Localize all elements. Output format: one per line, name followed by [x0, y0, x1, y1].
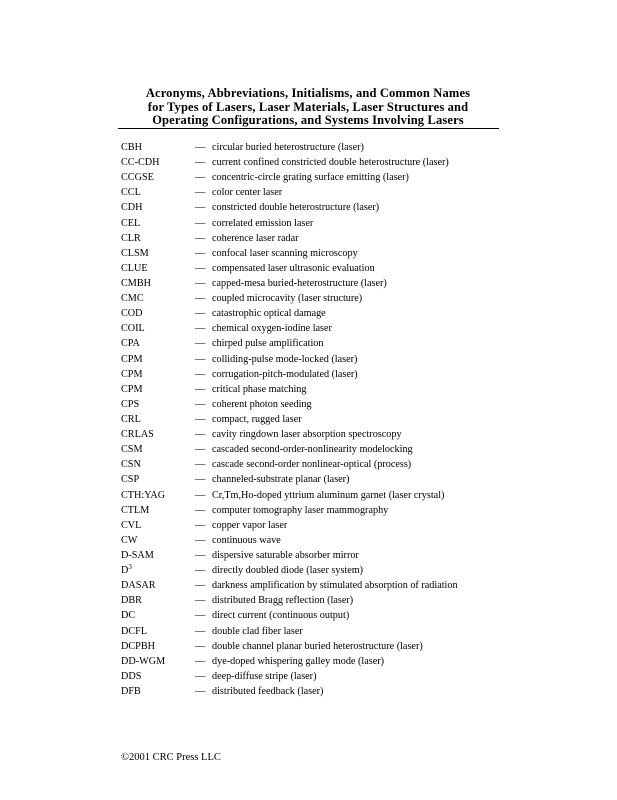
- em-dash-separator: —: [195, 338, 206, 350]
- definition: direct current (continuous output): [212, 610, 350, 622]
- list-item: [121, 563, 501, 578]
- acronym: [121, 200, 143, 215]
- acronym-text: CPM: [121, 353, 143, 365]
- em-dash-separator: —: [195, 323, 206, 335]
- list-item: [121, 533, 501, 548]
- definition: chirped pulse amplification: [212, 338, 324, 350]
- em-dash-separator: —: [195, 187, 206, 199]
- acronym: [121, 185, 141, 200]
- acronym-text: COIL: [121, 323, 145, 335]
- list-item: [121, 397, 501, 412]
- copyright-footer: ©2001 CRC Press LLC: [121, 752, 221, 763]
- list-item: [121, 593, 501, 608]
- title-underline-rule: [118, 128, 499, 129]
- definition: colliding-pulse mode-locked (laser): [212, 353, 358, 365]
- em-dash-separator: —: [195, 474, 206, 486]
- definition: capped-mesa buried-heterostructure (laser): [212, 277, 387, 289]
- acronym-text: CCL: [121, 187, 141, 199]
- list-item: [121, 231, 501, 246]
- definition: double channel planar buried heterostructure (laser): [212, 640, 423, 652]
- acronym: [121, 246, 149, 261]
- acronym: [121, 533, 137, 548]
- em-dash-separator: —: [195, 202, 206, 214]
- acronym-text: CLSM: [121, 247, 149, 259]
- acronym-text: D-SAM: [121, 549, 154, 561]
- definition: circular buried heterostructure (laser): [212, 142, 364, 153]
- em-dash-separator: —: [195, 655, 206, 667]
- list-item: [121, 382, 501, 397]
- acronym: [121, 291, 144, 306]
- definition: copper vapor laser: [212, 519, 288, 531]
- definition: Cr,Tm,Ho-doped yttrium aluminum garnet (laser crystal): [212, 489, 445, 501]
- list-item: [121, 488, 501, 503]
- definition: double clad fiber laser: [212, 625, 303, 637]
- list-item: [121, 684, 501, 699]
- title-line-1: Acronyms, Abbreviations, Initialisms, and Common Names: [145, 86, 471, 100]
- em-dash-separator: —: [195, 565, 206, 577]
- acronym: [121, 669, 141, 684]
- acronym: [121, 382, 143, 397]
- acronym-text: CDH: [121, 202, 143, 214]
- list-item: [121, 578, 501, 593]
- list-item: [121, 216, 501, 231]
- acronym-text: CVL: [121, 519, 142, 531]
- definition: cavity ringdown laser absorption spectroscopy: [212, 429, 402, 441]
- list-item: [121, 608, 501, 623]
- definition: coherence laser radar: [212, 232, 299, 244]
- list-item: [121, 669, 501, 684]
- definition: catastrophic optical damage: [212, 308, 326, 320]
- definition: dispersive saturable absorber mirror: [212, 549, 359, 561]
- definition: coupled microcavity (laser structure): [212, 293, 363, 305]
- definition: channeled-substrate planar (laser): [212, 474, 350, 486]
- acronym-text: DCPBH: [121, 640, 155, 652]
- acronym-text: CRLAS: [121, 429, 154, 441]
- acronym-text: CTH:YAG: [121, 489, 166, 501]
- list-item: [121, 352, 501, 367]
- em-dash-separator: —: [195, 640, 206, 652]
- em-dash-separator: —: [195, 534, 206, 546]
- title-line-2: for Types of Lasers, Laser Materials, Laser Structures and: [147, 99, 469, 114]
- list-item: [121, 261, 501, 276]
- acronym: [121, 548, 154, 563]
- definition: distributed Bragg reflection (laser): [212, 595, 354, 607]
- acronym-text: CPA: [121, 338, 140, 350]
- acronym-text: CBH: [121, 142, 142, 153]
- list-item: [121, 442, 501, 457]
- list-item: [121, 624, 501, 639]
- acronym-text: DBR: [121, 595, 142, 607]
- list-item: [121, 367, 501, 382]
- em-dash-separator: —: [195, 610, 206, 622]
- em-dash-separator: —: [195, 413, 206, 425]
- acronym-text: CEL: [121, 217, 141, 229]
- definition: concentric-circle grating surface emitting (laser): [212, 172, 409, 184]
- list-item: [121, 336, 501, 351]
- acronym-text: CMC: [121, 293, 144, 305]
- em-dash-separator: —: [195, 670, 206, 682]
- em-dash-separator: —: [195, 519, 206, 531]
- em-dash-separator: —: [195, 625, 206, 637]
- acronym: [121, 367, 143, 382]
- em-dash-separator: —: [195, 247, 206, 259]
- list-item: [121, 427, 501, 442]
- definition: compensated laser ultrasonic evaluation: [212, 262, 375, 274]
- list-item: [121, 412, 501, 427]
- definition: compact, rugged laser: [212, 413, 302, 425]
- em-dash-separator: —: [195, 580, 206, 592]
- definition: coherent photon seeding: [212, 398, 312, 410]
- acronym: [121, 624, 147, 639]
- acronym: [121, 397, 139, 412]
- list-item: [121, 170, 501, 185]
- em-dash-separator: —: [195, 459, 206, 471]
- acronym-text: DCFL: [121, 625, 148, 637]
- definition: continuous wave: [212, 534, 281, 546]
- em-dash-separator: —: [195, 398, 206, 410]
- em-dash-separator: —: [195, 217, 206, 229]
- acronym: [121, 412, 141, 427]
- em-dash-separator: —: [195, 383, 206, 395]
- list-item: [121, 548, 501, 563]
- definition: directly doubled diode (laser system): [212, 565, 364, 577]
- acronym-text: DDS: [121, 670, 142, 682]
- acronym: [121, 140, 142, 155]
- acronym: [121, 608, 135, 623]
- definition: constricted double heterostructure (laser): [212, 202, 380, 214]
- acronym-text: DC: [121, 610, 136, 622]
- em-dash-separator: —: [195, 368, 206, 380]
- em-dash-separator: —: [195, 293, 206, 305]
- definition: corrugation-pitch-modulated (laser): [212, 368, 358, 380]
- list-item: [121, 200, 501, 215]
- definition: cascade second-order nonlinear-optical (process): [212, 459, 412, 471]
- acronym-text: CRL: [121, 413, 141, 425]
- em-dash-separator: —: [195, 353, 206, 365]
- acronym-text: CSP: [121, 474, 140, 486]
- list-item: [121, 185, 501, 200]
- list-item: [121, 472, 501, 487]
- acronym-list: [121, 140, 501, 699]
- acronym: [121, 503, 149, 518]
- list-item: [121, 321, 501, 336]
- list-item: [121, 654, 501, 669]
- em-dash-separator: —: [195, 444, 206, 456]
- definition: critical phase matching: [212, 383, 307, 395]
- em-dash-separator: —: [195, 142, 206, 153]
- list-item: [121, 518, 501, 533]
- acronym-text: CW: [121, 534, 138, 546]
- acronym-text: CPM: [121, 368, 143, 380]
- em-dash-separator: —: [195, 172, 206, 184]
- em-dash-separator: —: [195, 262, 206, 274]
- definition: computer tomography laser mammography: [212, 504, 389, 516]
- acronym-text: CSN: [121, 459, 141, 471]
- acronym-text: CTLM: [121, 504, 150, 516]
- acronym: [121, 472, 139, 487]
- acronym: [121, 155, 160, 170]
- definition: current confined constricted double heterostructure (laser): [212, 157, 449, 169]
- list-item: [121, 457, 501, 472]
- acronym-superscript: 3: [128, 563, 132, 572]
- definition: distributed feedback (laser): [212, 685, 324, 697]
- em-dash-separator: —: [195, 504, 206, 516]
- em-dash-separator: —: [195, 595, 206, 607]
- definition: chemical oxygen-iodine laser: [212, 323, 332, 335]
- acronym-text: CLUE: [121, 262, 148, 274]
- list-item: [121, 291, 501, 306]
- list-item: [121, 639, 501, 654]
- page-title: [118, 87, 498, 128]
- acronym: [121, 488, 165, 503]
- definition: dye-doped whispering galley mode (laser): [212, 655, 384, 667]
- acronym: [121, 336, 140, 351]
- acronym: [121, 306, 143, 321]
- acronym-text: DD-WGM: [121, 655, 166, 667]
- em-dash-separator: —: [195, 308, 206, 320]
- acronym: [121, 563, 132, 578]
- em-dash-separator: —: [195, 277, 206, 289]
- acronym-text: CPM: [121, 383, 143, 395]
- em-dash-separator: —: [195, 232, 206, 244]
- list-item: [121, 155, 501, 170]
- list-item: [121, 306, 501, 321]
- definition: cascaded second-order-nonlinearity modelocking: [212, 444, 413, 456]
- acronym: [121, 654, 165, 669]
- list-item: [121, 503, 501, 518]
- acronym: [121, 352, 143, 367]
- acronym-text: DFB: [121, 685, 141, 697]
- em-dash-separator: —: [195, 549, 206, 561]
- acronym: [121, 442, 143, 457]
- em-dash-separator: —: [195, 429, 206, 441]
- acronym-text: CPS: [121, 398, 140, 410]
- acronym-text: CMBH: [121, 277, 152, 289]
- definition: darkness amplification by stimulated absorption of radiation: [212, 580, 458, 592]
- list-item: [121, 246, 501, 261]
- acronym: [121, 321, 145, 336]
- list-item: [121, 140, 501, 155]
- acronym: [121, 518, 141, 533]
- acronym-text: CSM: [121, 444, 143, 456]
- acronym-text: COD: [121, 308, 143, 320]
- em-dash-separator: —: [195, 489, 206, 501]
- acronym: [121, 639, 155, 654]
- em-dash-separator: —: [195, 157, 206, 169]
- acronym: [121, 578, 156, 593]
- em-dash-separator: —: [195, 685, 206, 697]
- acronym: [121, 593, 142, 608]
- acronym: [121, 231, 141, 246]
- definition: deep-diffuse stripe (laser): [212, 670, 317, 682]
- definition: color center laser: [212, 187, 283, 199]
- acronym: [121, 457, 141, 472]
- acronym-text: D: [121, 565, 129, 577]
- acronym-text: DASAR: [121, 580, 156, 592]
- acronym: [121, 427, 154, 442]
- acronym: [121, 276, 151, 291]
- acronym: [121, 684, 141, 699]
- title-line-3: Operating Configurations, and Systems Involving Lasers: [152, 113, 464, 127]
- acronym-text: CCGSE: [121, 172, 154, 184]
- acronym-text: CLR: [121, 232, 141, 244]
- list-item: [121, 276, 501, 291]
- definition: confocal laser scanning microscopy: [212, 247, 358, 259]
- acronym: [121, 216, 140, 231]
- acronym: [121, 170, 154, 185]
- acronym: [121, 261, 148, 276]
- acronym-text: CC-CDH: [121, 157, 160, 169]
- definition: correlated emission laser: [212, 217, 314, 229]
